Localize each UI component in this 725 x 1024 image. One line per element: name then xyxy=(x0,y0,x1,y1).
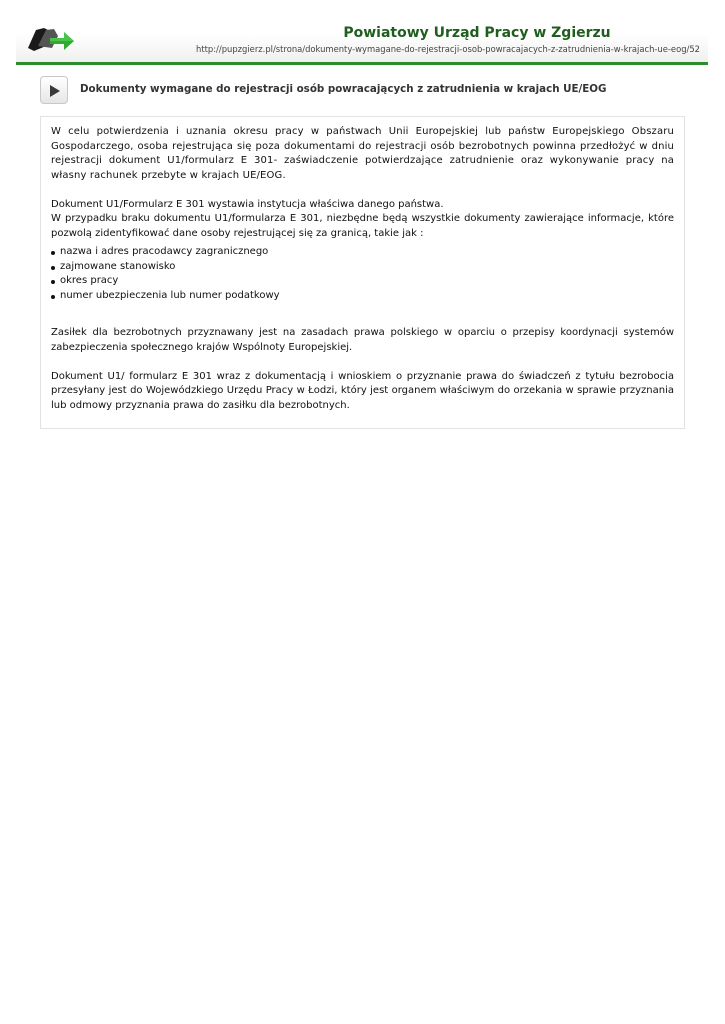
list-item xyxy=(51,260,674,275)
site-title[interactable]: Powiatowy Urząd Pracy w Zgierzu xyxy=(343,25,611,41)
missing-document-paragraph: W przypadku braku dokumentu U1/formularza E 301, niezbędne będą wszystkie dokumenty zawierające informacje, które pozwolą zidentyfikować dane osoby rejestrującej się za granicą, takie jak : xyxy=(51,213,674,239)
list-item xyxy=(51,289,674,304)
page-url[interactable]: http://pupzgierz.pl/strona/dokumenty-wymagane-do-rejestracji-osob-powracajacych-z-zatrudnienia-w-krajach-ue-eog/52 xyxy=(196,44,700,54)
site-header xyxy=(16,18,708,65)
intro-paragraph: W celu potwierdzenia i uznania okresu pracy w państwach Unii Europejskiej lub państw Europejskiego Obszaru Gospodarczego, osoba rejestrująca się poza dokumentami do rejestracji osób bezrobotnych powinna przedłożyć w dniu rejestracji dokument U1/formularz E 301- zaświadczenie potwierdzające zatrudnienie oraz wykonywanie pracy na własny rachunek przebyte w krajach UE/EOG. xyxy=(51,126,674,181)
list-item xyxy=(51,245,674,260)
list-item xyxy=(51,274,674,289)
benefit-paragraph: Zasiłek dla bezrobotnych przyznawany jest na zasadach prawa polskiego w oparciu o przepisy koordynacji systemów zabezpieczenia społecznego krajów Wspólnoty Europejskiej. xyxy=(51,327,674,353)
submission-paragraph: Dokument U1/ formularz E 301 wraz z dokumentacją i wnioskiem o przyznanie prawa do świadczeń z tytułu bezrobocia przesyłany jest do Wojewódzkiego Urzędu Pracy w Łodzi, który jest organem właściwym do orzekania w sprawie przyznania lub odmowy przyznania prawa do zasiłku dla bezrobotnych. xyxy=(51,370,674,411)
requirements-list xyxy=(51,245,674,303)
pup-logo-icon[interactable] xyxy=(26,24,76,54)
list-item-text: zajmowane stanowisko xyxy=(60,260,176,272)
arrow-right-icon xyxy=(40,76,68,104)
article-content xyxy=(40,116,685,429)
list-item-text: numer ubezpieczenia lub numer podatkowy xyxy=(60,289,280,301)
issuer-paragraph: Dokument U1/Formularz E 301 wystawia instytucja właściwa danego państwa. xyxy=(51,198,444,210)
list-item-text: nazwa i adres pracodawcy zagranicznego xyxy=(60,246,269,257)
page-title: Dokumenty wymagane do rejestracji osób powracających z zatrudnienia w krajach UE/EOG xyxy=(80,83,607,95)
list-item-text: okres pracy xyxy=(60,275,119,286)
page-title-row xyxy=(40,76,685,106)
